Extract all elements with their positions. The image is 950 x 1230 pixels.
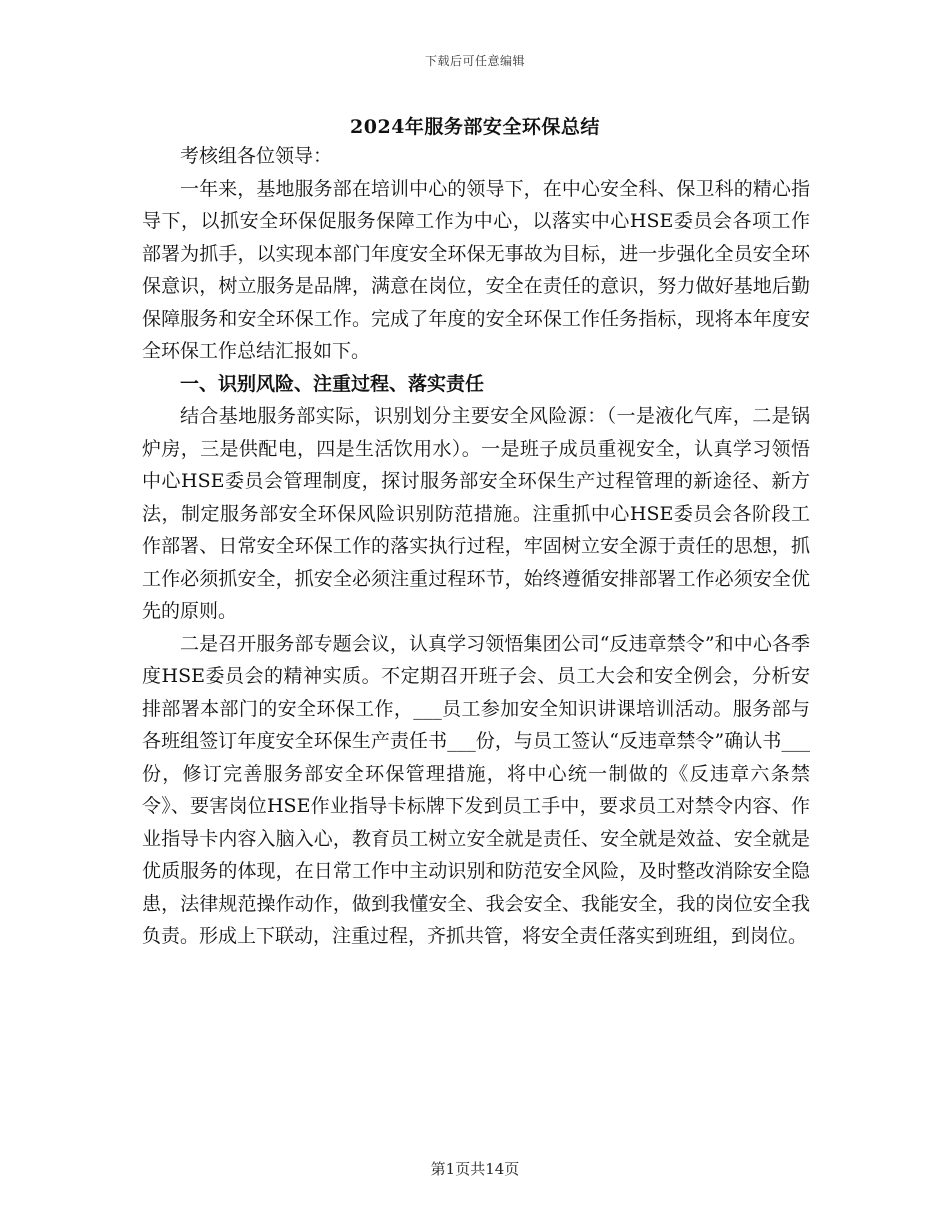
page-footer: 第1页共14页 [430,1160,520,1178]
document-title: 2024年服务部安全环保总结 [350,116,600,138]
body-paragraph: 二是召开服务部专题会议，认真学习领悟集团公司“反违章禁令”和中心各季度HSE委员会的精神实质。不定期召开班子会、员工大会和安全例会，分析安排部署本部门的安全环保工作，___员工参加安全知识讲课培训活动。服务部与各班组签订年度安全环保生产责任书___份，与员工签认“反违章禁令”确认书___份，修订完善服务部安全环保管理措施，将中心统一制做的《反违章六条禁令》、要害岗位HSE作业指导卡标牌下发到员工手中，要求员工对禁令内容、作业指导卡内容入脑入心，教育员工树立安全就是责任、安全就是效益、安全就是优质服务的体现，在日常工作中主动识别和防范安全风险，及时整改消除安全隐患，法律规范操作动作，做到我懂安全、我会安全、我能安全，我的岗位安全我负责。形成上下联动，注重过程，齐抓共管，将安全责任落实到班组，到岗位。 [142,632,810,947]
body-paragraph: 结合基地服务部实际，识别划分主要安全风险源：（一是液化气库，二是锅炉房，三是供配电，四是生活饮用水）。一是班子成员重视安全，认真学习领悟中心HSE委员会管理制度，探讨服务部安全环保生产过程管理的新途径、新方法，制定服务部安全环保风险识别防范措施。注重抓中心HSE委员会各阶段工作部署、日常安全环保工作的落实执行过程，牢固树立安全源于责任的思想，抓工作必须抓安全，抓安全必须注重过程环节，始终遵循安排部署工作必须安全优先的原则。 [142,405,810,622]
header-note: 下载后可任意编辑 [424,54,525,68]
section-heading: 一、识别风险、注重过程、落实责任 [180,372,485,395]
salutation-paragraph: 考核组各位领导： [180,145,333,167]
intro-paragraph: 一年来，基地服务部在培训中心的领导下，在中心安全科、保卫科的精心指导下，以抓安全环保促服务保障工作为中心，以落实中心HSE委员会各项工作部署为抓手，以实现本部门年度安全环保无事故为目标，进一步强化全员安全环保意识，树立服务是品牌，满意在岗位，安全在责任的意识，努力做好基地后勤保障服务和安全环保工作。完成了年度的安全环保工作任务指标，现将本年度安全环保工作总结汇报如下。 [142,177,810,362]
document-body [142,140,810,953]
